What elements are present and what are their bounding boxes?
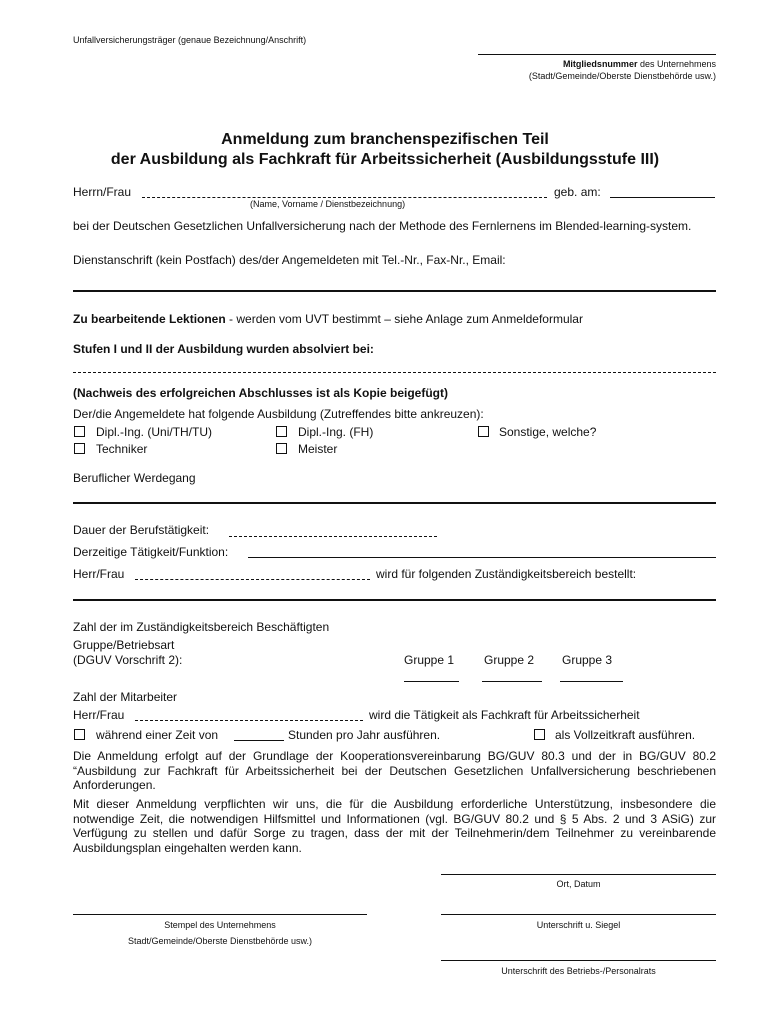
career-field[interactable] bbox=[73, 502, 716, 504]
group-1-field[interactable] bbox=[404, 681, 459, 682]
activity-text: wird die Tätigkeit als Fachkraft für Arbeitssicherheit bbox=[369, 708, 640, 722]
name-hint: (Name, Vorname / Dienstbezeichnung) bbox=[250, 199, 406, 209]
insurer-label: Unfallversicherungsträger (genaue Bezeichnung/Anschrift) bbox=[73, 35, 307, 45]
activity-name-field[interactable] bbox=[135, 720, 363, 721]
signature-seal-label: Unterschrift u. Siegel bbox=[536, 920, 621, 930]
agreement-text: Die Anmeldung erfolgt auf der Grundlage der Kooperationsvereinbarung BG/GUV 80.3 und der in BG/GUV 80.2 “Ausbildung zur Fachkraft für Arbeitssicherheit bei der Deutschen Gesetzlichen Unfallversicherung beschriebenen Anforderungen. bbox=[73, 749, 716, 792]
option-dipl-ing-fh: Dipl.-Ing. (FH) bbox=[298, 425, 374, 439]
fulltime-label: als Vollzeitkraft ausführen. bbox=[555, 728, 696, 742]
born-label: geb. am: bbox=[554, 185, 601, 199]
stamp-label-line2: Stadt/Gemeinde/Oberste Dienstbehörde usw.) bbox=[127, 936, 313, 946]
responsible-name-field[interactable] bbox=[135, 579, 370, 580]
checkbox-dipl-ing-fh[interactable] bbox=[276, 426, 287, 437]
career-label: Beruflicher Werdegang bbox=[73, 471, 196, 485]
signature-seal-line[interactable] bbox=[441, 914, 716, 915]
checkbox-sonstige[interactable] bbox=[478, 426, 489, 437]
stages-field[interactable] bbox=[73, 372, 716, 373]
address-label: Dienstanschrift (kein Postfach) des/der Angemeldeten mit Tel.-Nr., Fax-Nr., Email: bbox=[73, 253, 506, 267]
group-3-label: Gruppe 3 bbox=[562, 653, 613, 667]
checkbox-hours-per-year[interactable] bbox=[74, 729, 85, 740]
proof-note: (Nachweis des erfolgreichen Abschlusses ist als Kopie beigefügt) bbox=[73, 386, 448, 400]
birthdate-field[interactable] bbox=[610, 197, 715, 198]
obligation-text: Mit dieser Anmeldung verpflichten wir uns, die für die Ausbildung erforderliche Unterstützung, insbesondere die notwendige Zeit, die notwendigen Hilfsmittel und Informationen (vgl. BG/GUV 80.2 und § 5 Abs. 2 und 3 ASiG) zur Verfügung zu stellen und dafür Sorge zu tragen, dass der mit der Teilnehmerin/dem Teilnehmer zu vereinbarende Ausbildungsplan eingehalten werden kann. bbox=[73, 797, 716, 855]
responsible-herr-frau: Herr/Frau bbox=[73, 567, 125, 581]
lessons-text: Zu bearbeitende Lektionen - werden vom UVT bestimmt – siehe Anlage zum Anmeldeformular bbox=[73, 312, 583, 326]
checkbox-dipl-ing-uni[interactable] bbox=[74, 426, 85, 437]
checkbox-meister[interactable] bbox=[276, 443, 287, 454]
current-job-label: Derzeitige Tätigkeit/Funktion: bbox=[73, 545, 229, 559]
hours-field[interactable] bbox=[234, 740, 284, 741]
responsibility-area-field[interactable] bbox=[73, 599, 716, 601]
group-label-line2: (DGUV Vorschrift 2): bbox=[73, 653, 183, 667]
education-label: Der/die Angemeldete hat folgende Ausbildung (Zutreffendes bitte ankreuzen): bbox=[73, 407, 484, 421]
stages-label: Stufen I und II der Ausbildung wurden absolviert bei: bbox=[73, 342, 374, 356]
activity-herr-frau: Herr/Frau bbox=[73, 708, 125, 722]
current-job-field[interactable] bbox=[248, 557, 716, 558]
place-date-line[interactable] bbox=[441, 874, 716, 875]
member-number-sub: (Stadt/Gemeinde/Oberste Dienstbehörde usw.) bbox=[528, 71, 716, 81]
responsible-text: wird für folgenden Zuständigkeitsbereich bestellt: bbox=[376, 567, 637, 581]
group-2-label: Gruppe 2 bbox=[484, 653, 535, 667]
option-sonstige: Sonstige, welche? bbox=[499, 425, 597, 439]
during-suffix: Stunden pro Jahr ausführen. bbox=[288, 728, 441, 742]
stamp-line[interactable] bbox=[73, 914, 367, 915]
group-2-field[interactable] bbox=[482, 681, 542, 682]
council-signature-label: Unterschrift des Betriebs-/Personalrats bbox=[501, 966, 656, 976]
employees-in-area-label: Zahl der im Zuständigkeitsbereich Beschäftigten bbox=[73, 620, 330, 634]
member-number-line bbox=[478, 54, 716, 55]
page-title-line2: der Ausbildung als Fachkraft für Arbeitssicherheit (Ausbildungsstufe III) bbox=[110, 151, 660, 168]
herr-frau-label: Herrn/Frau bbox=[73, 185, 132, 199]
checkbox-techniker[interactable] bbox=[74, 443, 85, 454]
group-3-field[interactable] bbox=[560, 681, 623, 682]
staff-count-label: Zahl der Mitarbeiter bbox=[73, 690, 178, 704]
intro-text: bei der Deutschen Gesetzlichen Unfallversicherung nach der Methode des Fernlernens im Blended-learning-system. bbox=[73, 219, 692, 233]
place-date-label: Ort, Datum bbox=[556, 879, 601, 889]
council-signature-line[interactable] bbox=[441, 960, 716, 961]
duration-field[interactable] bbox=[229, 536, 437, 537]
group-label-line1: Gruppe/Betriebsart bbox=[73, 638, 175, 652]
member-number-label: Mitgliedsnummer des Unternehmens bbox=[562, 59, 716, 69]
stamp-label-line1: Stempel des Unternehmens bbox=[164, 920, 276, 930]
during-prefix: während einer Zeit von bbox=[96, 728, 219, 742]
page-title-line1: Anmeldung zum branchenspezifischen Teil bbox=[221, 131, 549, 148]
duration-label: Dauer der Berufstätigkeit: bbox=[73, 523, 210, 537]
group-1-label: Gruppe 1 bbox=[404, 653, 455, 667]
checkbox-fulltime[interactable] bbox=[534, 729, 545, 740]
option-meister: Meister bbox=[298, 442, 338, 456]
option-techniker: Techniker bbox=[96, 442, 148, 456]
address-field[interactable] bbox=[73, 290, 716, 292]
option-dipl-ing-uni: Dipl.-Ing. (Uni/TH/TU) bbox=[96, 425, 213, 439]
name-field[interactable] bbox=[142, 197, 547, 198]
